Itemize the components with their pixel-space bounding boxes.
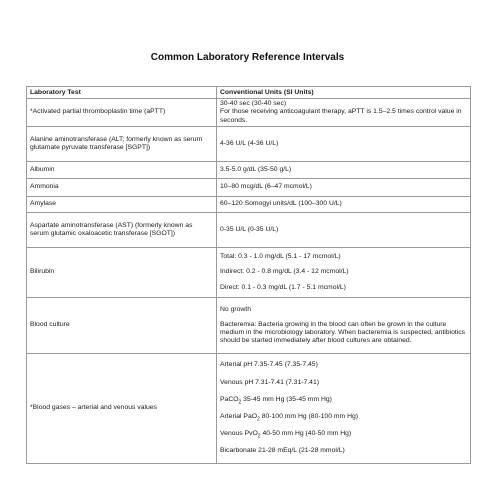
test-blood-culture: Blood culture <box>27 298 217 354</box>
test-aptt: *Activated partial thromboplastin time (aPTT) <box>27 99 217 127</box>
venous-pvo2: Venous PvO$_2$ 40-50 mm Hg (40-50 mm Hg) <box>220 430 352 440</box>
test-ammonia: Ammonia <box>27 179 217 197</box>
table-row <box>27 213 471 248</box>
value-aptt <box>217 99 471 127</box>
header-test: Laboratory Test <box>27 87 217 99</box>
aptt-line2: For those receiving anticoagulant therapy, aPTT is 1.5–2.5 times control value in seconds. <box>220 108 462 124</box>
table-row <box>27 298 471 354</box>
value-blood-gases <box>217 354 471 464</box>
table-row <box>27 179 471 197</box>
header-units: Conventional Units (SI Units) <box>217 87 471 99</box>
blood-culture-line2: Bacteremia: Bacteria growing in the blood can often be grown in the culture medium in the microbiology laboratory. When bacteremia is suspected, antibiotics should be started immediately after blood cultures are obtained. <box>220 320 466 345</box>
test-alt: Alanine aminotransferase (ALT; formerly known as serum glutamate pyruvate transferase [SGPT]) <box>27 127 217 162</box>
header-row <box>27 87 471 99</box>
reference-table <box>26 86 471 464</box>
value-amylase: 60–120 Somogyi units/dL (100–300 U/L) <box>217 197 471 213</box>
test-bilirubin: Bilirubin <box>27 248 217 298</box>
table-row <box>27 127 471 162</box>
blood-culture-line1: No growth <box>220 305 251 313</box>
table-row <box>27 354 471 464</box>
arterial-pao2: Arterial PaO$_2$ 80-100 mm Hg (80-100 mm Hg) <box>220 413 359 423</box>
aptt-line1: 30-40 sec (30-40 sec) <box>220 100 287 108</box>
paco2: PaCO$_2$ 35-45 mm Hg (35-45 mm Hg) <box>220 395 332 406</box>
table-row <box>27 197 471 213</box>
value-alt: 4-36 U/L (4-36 U/L) <box>217 127 471 162</box>
test-ast: Aspartate aminotransferase (AST) (formerly known as serum glutamic oxaloacetic transferase [SGOT]) <box>27 213 217 248</box>
table-row <box>27 248 471 298</box>
test-albumin: Albumin <box>27 162 217 179</box>
test-amylase: Amylase <box>27 197 217 213</box>
table-row <box>27 162 471 179</box>
value-ast: 0-35 U/L (0-35 U/L) <box>217 213 471 248</box>
value-albumin: 3.5-5.0 g/dL (35-50 g/L) <box>217 162 471 179</box>
bicarbonate: Bicarbonate 21-28 mEq/L (21-28 mmol/L) <box>220 447 345 455</box>
venous-ph: Venous pH 7.31-7.41 (7.31-7.41) <box>220 378 319 386</box>
page-title: Common Laboratory Reference Intervals <box>150 52 345 63</box>
value-ammonia: 10–80 mcg/dL (6–47 mcmol/L) <box>217 179 471 197</box>
bilirubin-total: Total: 0.3 - 1.0 mg/dL (5.1 - 17 mcmol/L) <box>220 253 341 261</box>
value-blood-culture <box>217 298 471 354</box>
bilirubin-direct: Direct: 0.1 - 0.3 mg/dL (1.7 - 5.1 mcmol/L) <box>220 283 346 291</box>
value-bilirubin <box>217 248 471 298</box>
bilirubin-indirect: Indirect: 0.2 - 0.8 mg/dL (3.4 - 12 mcmol/L) <box>220 268 349 276</box>
arterial-ph: Arterial pH 7.35-7.45 (7.35-7.45) <box>220 361 318 369</box>
table-row <box>27 99 471 127</box>
test-blood-gases: *Blood gases – arterial and venous values <box>27 354 217 464</box>
